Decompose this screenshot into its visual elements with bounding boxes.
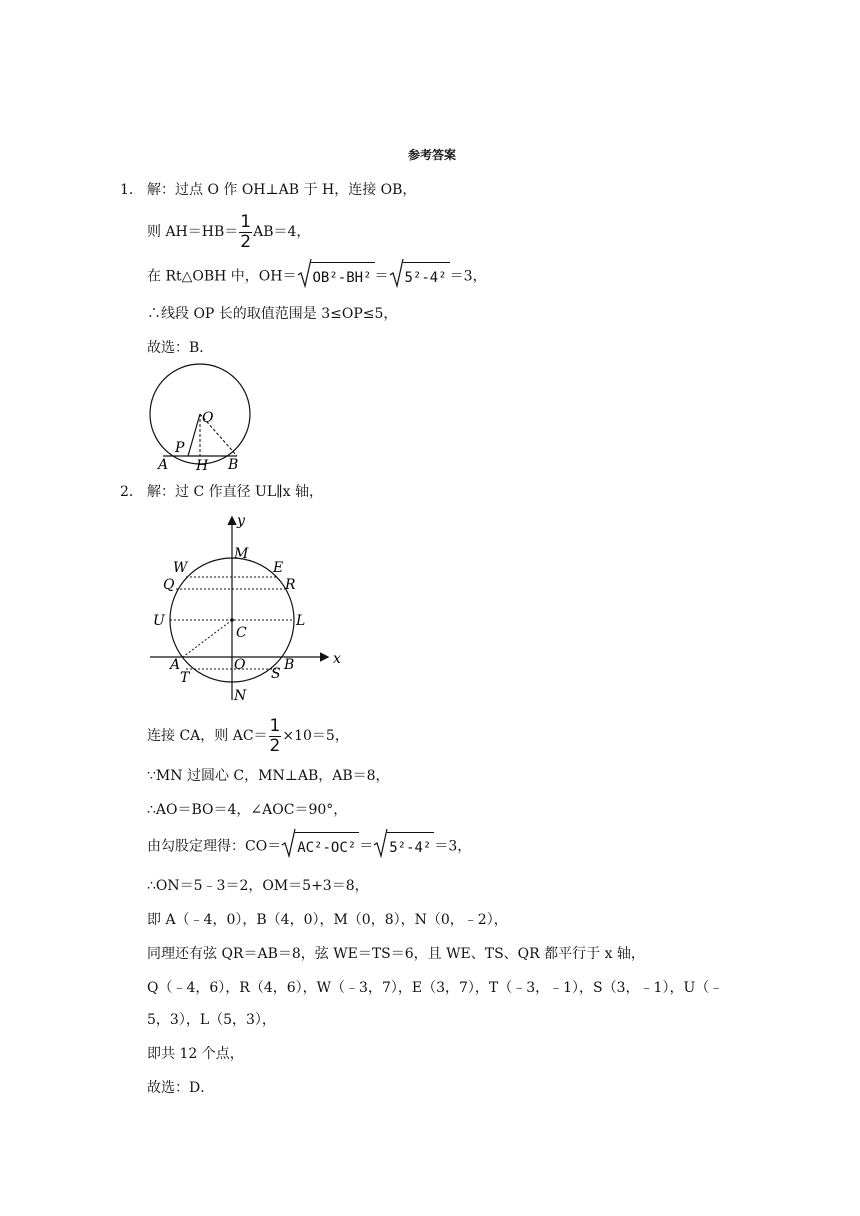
label-h: H (196, 458, 209, 474)
q1-fraction (239, 211, 252, 252)
label-e: E (273, 560, 284, 576)
label-n: N (234, 688, 247, 704)
radicand-2: 5²-4² (403, 262, 450, 291)
label-r: R (285, 577, 296, 593)
radicand: AC²-OC² (295, 832, 359, 861)
q2-line4: ∴AO＝BO＝4，∠AOC＝90°， (147, 802, 348, 818)
q2-fraction (269, 715, 282, 756)
q2-line5-post: ＝3， (434, 838, 472, 855)
label-b: B (228, 457, 239, 473)
q1-line2-pre: 则 AH＝HB＝ (147, 224, 239, 240)
label-y: y (237, 513, 245, 529)
q2-number: 2． (120, 484, 143, 500)
label-m: M (234, 546, 249, 562)
radicand-2: 5²-4² (387, 832, 434, 861)
label-p: P (175, 440, 185, 456)
label-b: B (284, 657, 295, 673)
q1-line2 (147, 212, 310, 252)
sqrt-expression (297, 262, 375, 291)
sqrt-expression (281, 832, 359, 861)
label-a: A (170, 657, 181, 673)
page-title: 参考答案 (408, 148, 457, 162)
q2-line10: 5，3），L（5，3）， (147, 1012, 276, 1028)
q2-coordinate-figure (145, 510, 355, 705)
q2-line9: Q（﹣4，6），R（4，6），W（﹣3，7），E（3，7），T（﹣3，﹣1），S（3，﹣1），U（﹣ (147, 980, 724, 996)
q2-line7: 即 A（﹣4，0），B（4，0），M（0，8），N（0，﹣2）， (147, 912, 508, 928)
q2-line6: ∴ON＝5﹣3＝2，OM＝5+3＝8， (147, 878, 369, 894)
fraction-denominator: 2 (240, 231, 252, 252)
segment-ca (183, 620, 232, 657)
label-u: U (153, 613, 165, 629)
center-point (230, 618, 234, 622)
label-l: L (296, 613, 306, 629)
q2-line2-pre: 连接 CA，则 AC＝ (147, 728, 268, 744)
q1-line4: ∴线段 OP 长的取值范围是 3≤OP≤5， (147, 306, 398, 322)
q2-line1: 解：过 C 作直径 UL∥x 轴， (147, 484, 323, 500)
q2-line5 (147, 832, 471, 861)
label-o: O (234, 657, 246, 673)
q2-line2 (147, 716, 349, 756)
sqrt-expression-2 (389, 262, 450, 291)
label-o: O (202, 410, 214, 426)
q1-number: 1． (120, 182, 143, 198)
q1-line3 (147, 262, 487, 291)
label-x: x (333, 651, 341, 667)
segment-op (188, 414, 200, 456)
q2-line2-post: ×10＝5， (282, 728, 349, 744)
radicand: OB²-BH² (311, 262, 375, 291)
q2-line3: ∵MN 过圆心 C，MN⊥AB，AB＝8， (147, 768, 390, 784)
q2-line11: 即共 12 个点， (147, 1046, 244, 1062)
q1-line3-mid: ＝ (374, 268, 389, 285)
sqrt-expression-2 (373, 832, 434, 861)
q1-line1: 解：过点 O 作 OH⊥AB 于 H，连接 OB， (147, 182, 417, 198)
q1-circle-figure (140, 362, 270, 474)
q1-line2-post: AB＝4， (253, 224, 311, 240)
label-a: A (158, 457, 169, 473)
label-s: S (271, 666, 281, 682)
label-c: C (236, 625, 247, 641)
fraction-numerator: 1 (240, 211, 252, 232)
q1-line3-post: ＝3， (449, 268, 487, 285)
q2-line5-mid: ＝ (359, 838, 374, 855)
q1-line5: 故选：B． (147, 340, 214, 356)
q2-line8: 同理还有弦 QR＝AB＝8，弦 WE＝TS＝6，且 WE、TS、QR 都平行于 x 轴， (147, 946, 645, 962)
label-q: Q (163, 577, 175, 593)
q2-line12: 故选：D． (147, 1080, 215, 1096)
label-t: T (180, 670, 190, 686)
fraction-numerator: 1 (269, 715, 281, 736)
q1-line3-pre: 在 Rt△OBH 中，OH＝ (147, 268, 297, 285)
label-w: W (173, 560, 188, 576)
q2-line5-pre: 由勾股定理得：CO＝ (147, 838, 282, 855)
fraction-denominator: 2 (269, 735, 281, 756)
